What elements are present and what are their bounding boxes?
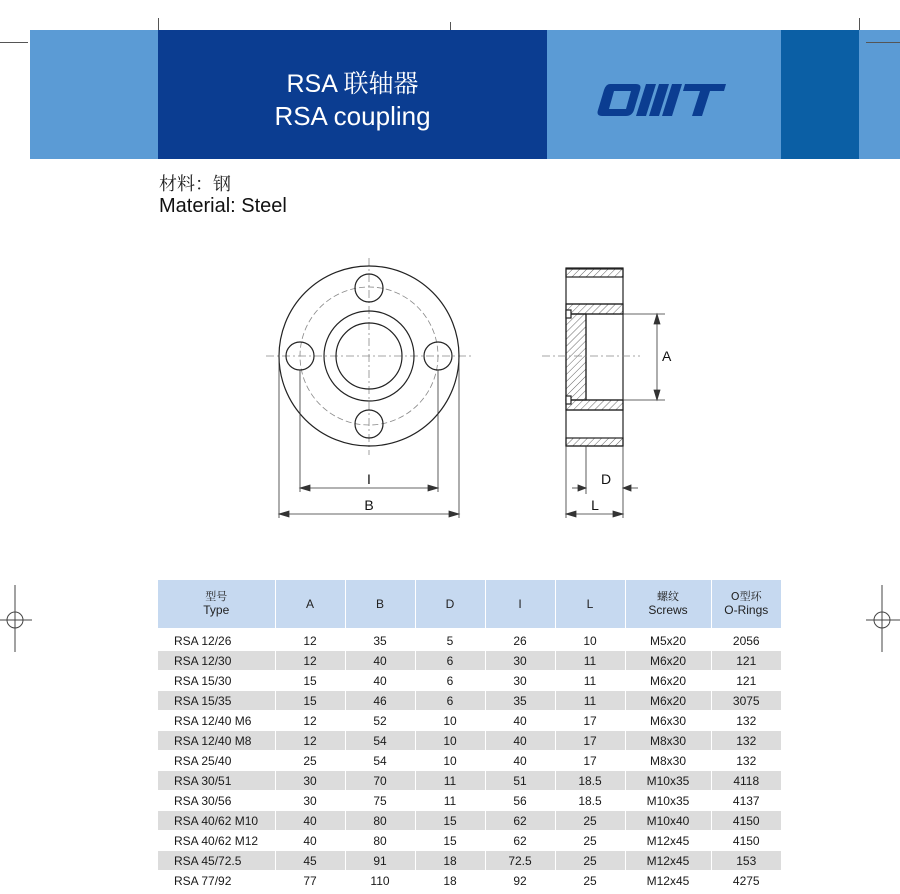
table-cell: 15 [275, 671, 345, 691]
table-cell: 6 [415, 651, 485, 671]
column-header-english: Type [203, 603, 230, 617]
table-row [158, 851, 781, 871]
table-body [158, 629, 781, 891]
table-row [158, 671, 781, 691]
table-cell: 15 [415, 831, 485, 851]
table-row [158, 871, 781, 891]
table-row [158, 691, 781, 711]
table-cell: 121 [711, 651, 781, 671]
specification-table [158, 580, 781, 890]
table-cell: 12 [275, 651, 345, 671]
table-cell: M12x45 [625, 871, 711, 891]
dimension-label-a: A [662, 348, 672, 364]
column-header-english: A [305, 596, 314, 611]
table-cell: 17 [555, 751, 625, 771]
table-cell: 17 [555, 711, 625, 731]
table-cell: 92 [485, 871, 555, 891]
column-header [555, 580, 625, 629]
table-cell: 54 [345, 751, 415, 771]
table-cell: M6x20 [625, 651, 711, 671]
material-label-english: Material: Steel [159, 195, 287, 217]
table-cell: 4118 [711, 771, 781, 791]
table-cell: 10 [415, 731, 485, 751]
table-cell: 25 [555, 871, 625, 891]
table-cell: M10x40 [625, 811, 711, 831]
page-title-english: RSA coupling [274, 101, 431, 131]
table-cell: 30 [275, 771, 345, 791]
table-cell: M8x30 [625, 731, 711, 751]
table-cell: 11 [555, 651, 625, 671]
table-cell: 5 [415, 629, 485, 651]
page-title-chinese: RSA 联轴器 [286, 70, 419, 98]
table-cell: 52 [345, 711, 415, 731]
column-header [158, 580, 275, 629]
table-cell: 54 [345, 731, 415, 751]
table-cell: 40 [345, 671, 415, 691]
table-cell: RSA 45/72.5 [158, 851, 275, 871]
table-cell: 15 [275, 691, 345, 711]
table-cell: RSA 12/40 M6 [158, 711, 275, 731]
table-row [158, 751, 781, 771]
table-cell: 80 [345, 811, 415, 831]
material-label-chinese: 材料：钢 [159, 174, 231, 195]
table-cell: 4150 [711, 811, 781, 831]
table-cell: M10x35 [625, 771, 711, 791]
table-cell: 51 [485, 771, 555, 791]
table-row [158, 731, 781, 751]
front-view [266, 258, 472, 455]
dimension-label-l: L [591, 497, 599, 513]
table-cell: 77 [275, 871, 345, 891]
column-header-english: O-Rings [724, 603, 769, 617]
table-cell: 11 [555, 691, 625, 711]
dimension-label-d: D [600, 471, 612, 487]
table-cell: 153 [711, 851, 781, 871]
column-header-chinese: 型号 [205, 590, 228, 603]
table-cell: 11 [415, 771, 485, 791]
table-cell: RSA 12/26 [158, 629, 275, 651]
table-cell: 80 [345, 831, 415, 851]
table-cell: 25 [555, 831, 625, 851]
column-header-english: I [518, 596, 522, 611]
table-cell: 70 [345, 771, 415, 791]
table-cell: RSA 40/62 M12 [158, 831, 275, 851]
table-cell: 18.5 [555, 791, 625, 811]
table-row [158, 791, 781, 811]
table-cell: 56 [485, 791, 555, 811]
table-cell: RSA 30/51 [158, 771, 275, 791]
table-header-row [158, 580, 781, 629]
dimension-label-i: I [367, 471, 371, 487]
table-cell: 62 [485, 811, 555, 831]
column-header [711, 580, 781, 629]
table-cell: 10 [555, 629, 625, 651]
side-view [566, 268, 623, 446]
table-cell: 18 [415, 851, 485, 871]
table-cell: 132 [711, 711, 781, 731]
table-cell: M12x45 [625, 831, 711, 851]
table-cell: 3075 [711, 691, 781, 711]
table-cell: 40 [275, 811, 345, 831]
dimension-label-b: B [364, 497, 374, 513]
table-cell: 35 [345, 629, 415, 651]
table-cell: 12 [275, 711, 345, 731]
table-cell: RSA 15/30 [158, 671, 275, 691]
table-cell: 30 [275, 791, 345, 811]
table-cell: 40 [485, 711, 555, 731]
table-cell: RSA 77/92 [158, 871, 275, 891]
table-cell: RSA 15/35 [158, 691, 275, 711]
table-cell: 62 [485, 831, 555, 851]
table-row [158, 771, 781, 791]
table-cell: 25 [275, 751, 345, 771]
table-row [158, 651, 781, 671]
table-cell: 4275 [711, 871, 781, 891]
column-header-chinese: O型环 [730, 590, 762, 603]
column-header [345, 580, 415, 629]
table-cell: 2056 [711, 629, 781, 651]
table-row [158, 711, 781, 731]
table-cell: RSA 12/30 [158, 651, 275, 671]
table-cell: 25 [555, 851, 625, 871]
table-cell: 11 [555, 671, 625, 691]
table-cell: M6x20 [625, 671, 711, 691]
column-header-english: B [375, 596, 384, 611]
table-row [158, 831, 781, 851]
column-header-chinese: 螺纹 [657, 590, 679, 603]
table-cell: 35 [485, 691, 555, 711]
table-cell: 10 [415, 711, 485, 731]
table-cell: RSA 12/40 M8 [158, 731, 275, 751]
table-cell: 45 [275, 851, 345, 871]
table-cell: 18 [415, 871, 485, 891]
table-cell: 30 [485, 651, 555, 671]
table-cell: 12 [275, 731, 345, 751]
table-cell: 12 [275, 629, 345, 651]
column-header [275, 580, 345, 629]
table-cell: 40 [485, 731, 555, 751]
table-cell: RSA 25/40 [158, 751, 275, 771]
table-cell: RSA 40/62 M10 [158, 811, 275, 831]
column-header-english: Screws [648, 603, 688, 617]
table-cell: M6x20 [625, 691, 711, 711]
table-cell: 10 [415, 751, 485, 771]
table-cell: 6 [415, 691, 485, 711]
table-cell: 132 [711, 751, 781, 771]
table-cell: 15 [415, 811, 485, 831]
table-cell: 25 [555, 811, 625, 831]
table-cell: 40 [275, 831, 345, 851]
table-cell: 110 [345, 871, 415, 891]
table-cell: 40 [345, 651, 415, 671]
table-cell: 46 [345, 691, 415, 711]
column-header-english: L [586, 596, 594, 611]
table-cell: 91 [345, 851, 415, 871]
table-cell: 11 [415, 791, 485, 811]
table-cell: 132 [711, 731, 781, 751]
column-header [415, 580, 485, 629]
registration-mark-right [866, 585, 900, 652]
table-cell: 4150 [711, 831, 781, 851]
column-header [485, 580, 555, 629]
table-cell: RSA 30/56 [158, 791, 275, 811]
table-cell: 72.5 [485, 851, 555, 871]
table-cell: 75 [345, 791, 415, 811]
table-cell: 40 [485, 751, 555, 771]
table-cell: M12x45 [625, 851, 711, 871]
table-cell: M6x30 [625, 711, 711, 731]
table-cell: 6 [415, 671, 485, 691]
column-header [625, 580, 711, 629]
table-cell: 4137 [711, 791, 781, 811]
table-cell: 17 [555, 731, 625, 751]
table-cell: 30 [485, 671, 555, 691]
table-cell: 26 [485, 629, 555, 651]
table-cell: M5x20 [625, 629, 711, 651]
table-row [158, 811, 781, 831]
table-cell: M8x30 [625, 751, 711, 771]
registration-mark-left [0, 585, 32, 652]
column-header-english: D [445, 596, 455, 611]
table-cell: M10x35 [625, 791, 711, 811]
table-cell: 121 [711, 671, 781, 691]
table-row [158, 629, 781, 651]
table-cell: 18.5 [555, 771, 625, 791]
